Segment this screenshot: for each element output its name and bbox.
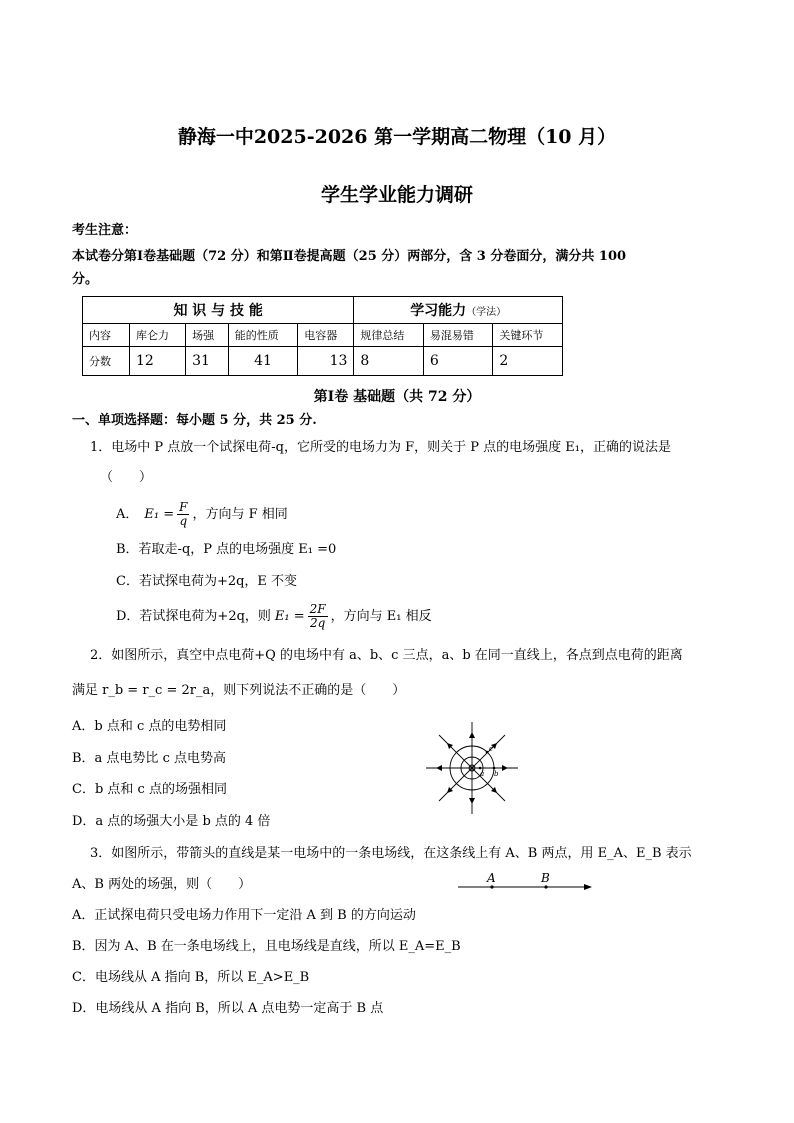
score-cell: 12 <box>130 347 186 376</box>
q1-option-b: B．若取走-q，P 点的电场强度 E₁ =0 <box>116 542 337 557</box>
column-header: 电容器 <box>298 324 354 347</box>
notice-heading: 考生注意： <box>72 223 138 238</box>
q2-option-b: B．a 点电势比 c 点电势高 <box>72 751 226 766</box>
row-label-content: 内容 <box>83 324 130 347</box>
score-cell: 13 <box>298 347 354 376</box>
fraction <box>308 603 328 630</box>
arrow-head <box>584 884 592 890</box>
fraction <box>177 501 189 528</box>
point-A <box>490 885 493 888</box>
fraction-numerator: 2F <box>309 602 326 616</box>
exam-title: 静海一中2025-2026 第一学期高二物理（10 月） <box>177 126 617 148</box>
notice-line-1: 本试卷分第Ⅰ卷基础题（72 分）和第Ⅱ卷提高题（25 分）两部分，含 3 分卷面分，满分共 100 <box>72 249 627 264</box>
point-a <box>479 767 482 770</box>
q3-option-a: A．正试探电荷只受电场力作用下一定沿 A 到 B 的方向运动 <box>72 908 416 923</box>
option-text: ，方向与 F 相同 <box>192 506 288 522</box>
q2-stem: 2．如图所示，真空中点电荷+Q 的电场中有 a、b、c 三点，a、b 在同一直线上，各点到点电荷的距离 <box>90 648 683 663</box>
exam-subtitle: 学生学业能力调研 <box>320 184 473 206</box>
point-c <box>486 751 489 754</box>
formula-lhs: E₁ = <box>144 506 175 522</box>
label-A: A <box>487 871 496 885</box>
option-letter: A． <box>116 506 139 522</box>
part1-heading: 一、单项选择题：每小题 5 分，共 25 分. <box>72 413 317 428</box>
column-header: 能的性质 <box>228 324 298 347</box>
q1-option-c: C．若试探电荷为+2q，E 不变 <box>116 574 298 589</box>
q1-paren: （ ） <box>100 470 153 485</box>
label-a: a <box>480 770 485 778</box>
q2-option-d: D．a 点的场强大小是 b 点的 4 倍 <box>72 814 271 829</box>
column-header: 关键环节 <box>493 324 563 347</box>
section-title: 第Ⅰ卷 基础题（共 72 分） <box>313 389 481 405</box>
score-cell: 6 <box>423 347 493 376</box>
score-cell: 8 <box>354 347 424 376</box>
label-c: c <box>489 745 493 753</box>
table-group-ability <box>354 297 563 324</box>
q2-option-a: A．b 点和 c 点的电势相同 <box>72 719 227 734</box>
column-header: 场强 <box>186 324 229 347</box>
score-cell: 31 <box>186 347 229 376</box>
column-header: 库仑力 <box>130 324 186 347</box>
point-B <box>544 885 547 888</box>
point-b <box>493 767 496 770</box>
q2-option-c: C．b 点和 c 点的场强相同 <box>72 782 227 797</box>
arrow-head <box>469 732 475 738</box>
formula-lhs: E₁ = <box>274 608 305 624</box>
notice-line-2: 分。 <box>72 272 99 287</box>
table-group-knowledge: 知 识 与 技 能 <box>83 297 354 324</box>
q3-stem-2: A、B 两处的场强，则（ ） <box>72 877 252 892</box>
q3-option-d: D．电场线从 A 指向 B，所以 A 点电势一定高于 B 点 <box>72 1001 384 1016</box>
q1-stem: 1．电场中 P 点放一个试探电荷-q，它所受的电场力为 F，则关于 P 点的电场强度 E₁，正确的说法是 <box>90 440 671 455</box>
fraction-denominator: q <box>179 514 188 528</box>
label-b: b <box>494 770 499 778</box>
q1-option-a <box>116 501 288 528</box>
score-table <box>82 296 563 376</box>
q2-stem-2: 满足 r_b = r_c = 2r_a，则下列说法不正确的是（ ） <box>72 683 406 698</box>
q3-stem: 3．如图所示，带箭头的直线是某一电场中的一条电场线，在这条线上有 A、B 两点，用 E_A、E_B 表示 <box>90 846 692 861</box>
field-line-diagram <box>456 870 594 894</box>
row-label-score: 分数 <box>83 347 130 376</box>
option-text: ，方向与 E₁ 相反 <box>330 608 432 624</box>
table-group-ability-note: （学法） <box>466 307 507 318</box>
q3-option-b: B．因为 A、B 在一条电场线上，且电场线是直线，所以 E_A=E_B <box>72 939 461 954</box>
fraction-denominator: 2q <box>309 616 326 630</box>
score-cell: 41 <box>228 347 298 376</box>
q3-option-c: C．电场线从 A 指向 B，所以 E_A>E_B <box>72 970 310 985</box>
column-header: 规律总结 <box>354 324 424 347</box>
fraction-numerator: F <box>179 500 188 514</box>
label-B: B <box>541 871 550 885</box>
column-header: 易混易错 <box>423 324 493 347</box>
arrow-head <box>502 765 508 771</box>
table-group-ability-label: 学习能力 <box>410 303 467 319</box>
option-text: D．若试探电荷为+2q，则 <box>116 608 271 624</box>
arrow-head <box>469 798 475 804</box>
point-charge-diagram <box>422 718 522 818</box>
score-cell: 2 <box>493 347 563 376</box>
q1-option-d <box>116 603 432 630</box>
arrow-head <box>436 765 442 771</box>
